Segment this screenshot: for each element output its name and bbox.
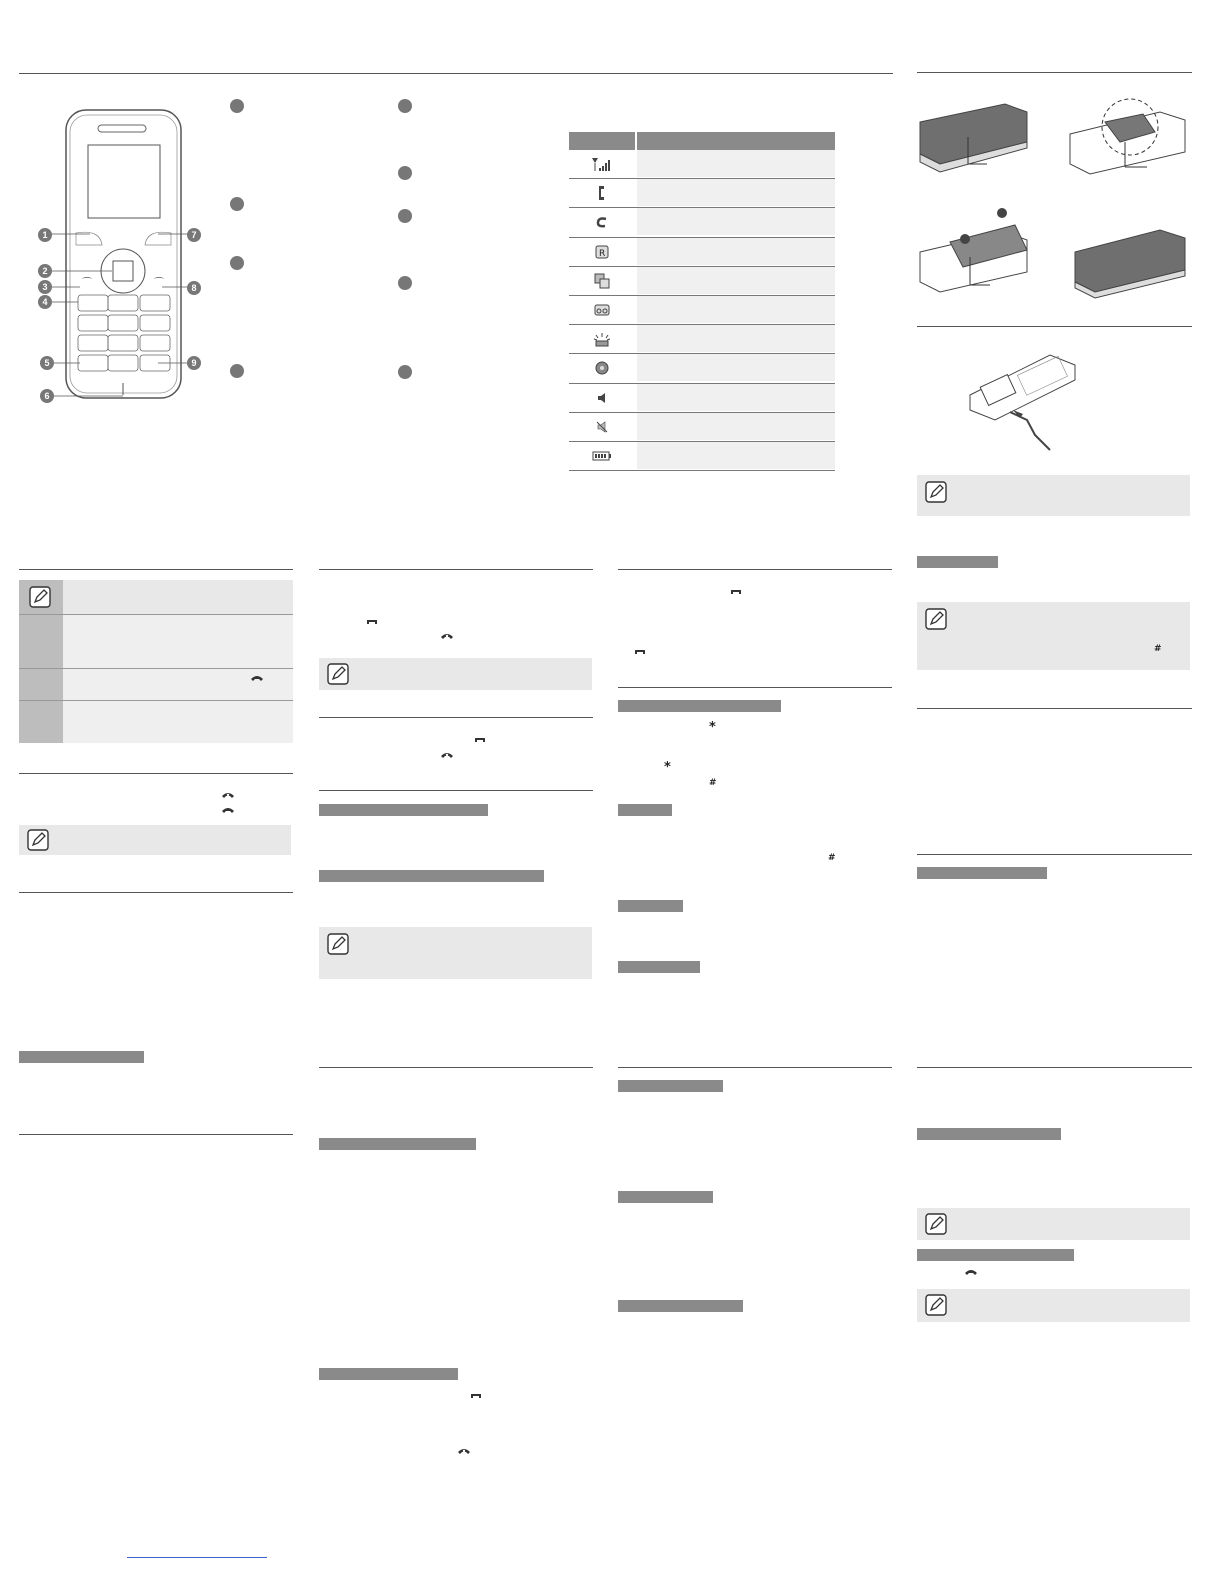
section-rule <box>917 326 1192 327</box>
roaming-icon <box>595 245 609 259</box>
end-power-key-icon <box>221 791 235 799</box>
svg-text:⌒: ⌒ <box>154 278 164 289</box>
section-header-bar <box>618 1300 743 1312</box>
star-key-icon: * <box>709 720 716 735</box>
description-marker <box>398 365 412 379</box>
table-row <box>569 442 835 471</box>
end-power-key-icon <box>440 632 454 640</box>
section-header-bar <box>917 1128 1061 1140</box>
callout-4: 4 <box>38 295 52 309</box>
description-marker <box>230 364 244 378</box>
section-header-bar <box>19 1051 144 1063</box>
note-box <box>319 927 592 979</box>
callout-6: 6 <box>40 389 54 403</box>
table-row <box>569 413 835 442</box>
section-header-bar <box>917 867 1047 879</box>
table-row <box>569 325 835 354</box>
note-pencil-icon <box>27 829 49 851</box>
call-diverting-icon <box>595 215 609 229</box>
section-rule <box>319 790 593 791</box>
section-rule <box>19 773 293 774</box>
section-header-bar <box>618 900 683 912</box>
callout-1: 1 <box>38 228 52 242</box>
end-power-key-icon <box>250 674 264 682</box>
dial-key-icon <box>634 648 646 656</box>
table-row <box>569 267 835 296</box>
section-rule <box>319 717 593 718</box>
section-rule <box>19 1134 293 1135</box>
section-rule <box>618 1067 892 1068</box>
note-pencil-icon <box>925 1213 947 1235</box>
svg-text:R: R <box>599 248 606 259</box>
dial-key-icon <box>474 736 486 744</box>
callout-3: 3 <box>38 280 52 294</box>
callout-9: 9 <box>187 356 201 370</box>
signal-strength-icon <box>590 156 614 172</box>
ringtone-silent-icon <box>594 360 610 376</box>
note-pencil-icon <box>327 933 349 955</box>
note-pencil-icon <box>925 1294 947 1316</box>
section-rule <box>917 1067 1192 1068</box>
table-row <box>19 580 293 615</box>
key-function-table <box>19 580 293 743</box>
description-marker <box>398 276 412 290</box>
section-header-bar <box>917 556 998 568</box>
description-marker <box>398 166 412 180</box>
end-power-key-icon <box>457 1447 471 1455</box>
section-rule <box>19 569 293 570</box>
table-row <box>569 150 835 179</box>
table-row <box>569 238 835 267</box>
top-rule-main <box>19 73 893 74</box>
section-rule <box>917 708 1192 709</box>
section-rule <box>319 569 593 570</box>
section-rule <box>917 854 1192 855</box>
section-rule <box>319 1067 593 1068</box>
section-header-bar <box>319 804 488 816</box>
new-voice-mail-icon <box>594 303 610 317</box>
alarm-icon <box>593 331 611 347</box>
callout-7: 7 <box>187 228 201 242</box>
note-box <box>917 1289 1190 1322</box>
hash-key-icon: # <box>709 778 717 788</box>
callout-2: 2 <box>38 264 52 278</box>
speaker-icon <box>595 391 609 405</box>
section-header-bar <box>618 1080 723 1092</box>
note-box <box>917 1208 1190 1240</box>
call-in-progress-icon <box>595 185 609 201</box>
section-header-bar <box>917 1249 1074 1261</box>
dial-key-icon <box>470 1392 482 1400</box>
section-rule <box>19 892 293 893</box>
note-box <box>319 658 592 690</box>
section-header-bar <box>319 1368 458 1380</box>
description-marker <box>230 99 244 113</box>
dial-key-icon <box>366 618 378 626</box>
icon-table-header <box>569 132 835 150</box>
note-box <box>917 475 1190 516</box>
end-power-key-icon <box>440 751 454 759</box>
hash-key-icon: # <box>1154 644 1162 654</box>
section-rule <box>618 687 892 688</box>
note-box <box>917 602 1190 670</box>
svg-text:⌒: ⌒ <box>82 278 92 289</box>
status-icon-table <box>569 132 835 471</box>
note-pencil-icon <box>925 481 947 503</box>
table-row <box>19 615 293 669</box>
table-row <box>19 701 293 743</box>
table-row <box>569 208 835 237</box>
section-header-bar <box>618 804 672 816</box>
note-pencil-icon <box>29 586 51 608</box>
star-key-icon: * <box>664 760 671 775</box>
mute-icon <box>595 420 609 434</box>
battery-icon <box>592 450 612 462</box>
table-row <box>569 296 835 325</box>
section-header-bar <box>618 1191 713 1203</box>
callout-8: 8 <box>187 281 201 295</box>
callout-5: 5 <box>40 356 54 370</box>
description-marker <box>230 197 244 211</box>
table-row <box>569 179 835 208</box>
hash-key-icon: # <box>828 853 836 863</box>
section-header-bar <box>319 1138 476 1150</box>
note-pencil-icon <box>327 663 349 685</box>
table-row <box>569 384 835 413</box>
charger-connection-illustration <box>965 350 1085 460</box>
new-text-message-icon <box>594 273 610 289</box>
description-marker <box>398 99 412 113</box>
note-pencil-icon <box>925 608 947 630</box>
footer-link-underline[interactable] <box>127 1557 267 1558</box>
table-row <box>19 669 293 701</box>
description-marker <box>398 209 412 223</box>
end-power-key-icon <box>221 806 235 814</box>
section-header-bar <box>319 870 544 882</box>
section-rule <box>618 569 892 570</box>
table-row <box>569 354 835 383</box>
sim-battery-install-illustration <box>915 92 1195 302</box>
end-power-key-icon <box>964 1268 978 1276</box>
note-box <box>19 825 291 855</box>
dial-key-icon <box>730 588 742 596</box>
description-marker <box>230 256 244 270</box>
section-header-bar <box>618 961 700 973</box>
top-rule-right <box>917 72 1192 73</box>
section-header-bar <box>618 700 781 712</box>
